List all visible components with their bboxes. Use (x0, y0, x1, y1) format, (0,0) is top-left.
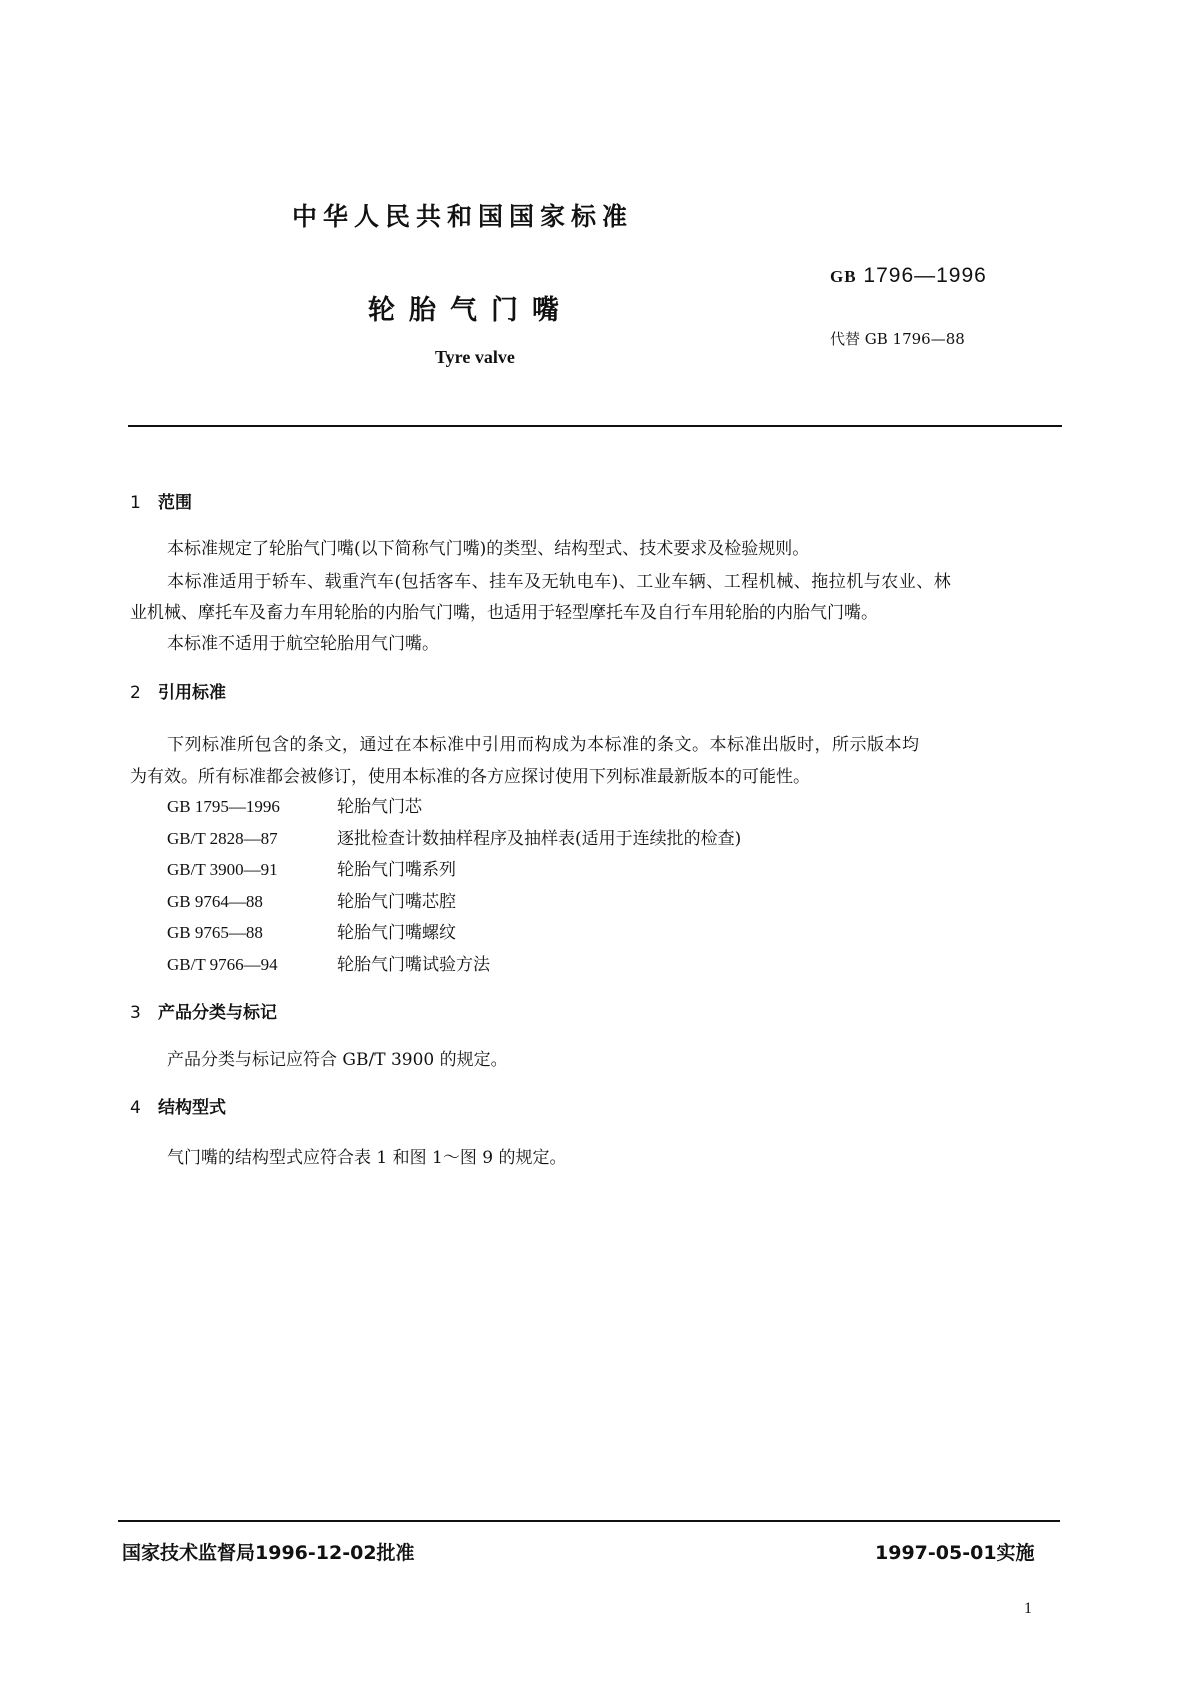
paragraph: 气门嘴的结构型式应符合表 1 和图 1～图 9 的规定。 (167, 1148, 567, 1168)
standard-prefix: GB (830, 267, 857, 286)
reference-item (167, 918, 456, 943)
section-title: 结构型式 (158, 1098, 226, 1118)
reference-code: GB 9764—88 (167, 892, 263, 911)
reference-item (167, 950, 490, 975)
section-3-heading (130, 998, 277, 1023)
reference-code: GB 9765—88 (167, 923, 263, 942)
standard-number (830, 264, 987, 288)
reference-title: 轮胎气门芯 (337, 797, 422, 817)
replaces-standard: 代替 GB 1796—88 (830, 330, 965, 348)
section-title: 引用标准 (158, 683, 226, 703)
reference-code: GB/T 9766—94 (167, 955, 278, 974)
paragraph: 下列标准所包含的条文，通过在本标准中引用而构成为本标准的条文。本标准出版时，所示版本均 (167, 735, 920, 755)
section-number: 4 (130, 1098, 141, 1118)
section-1-heading (130, 488, 192, 513)
reference-item (167, 887, 456, 912)
section-number: 1 (130, 493, 141, 513)
reference-title: 轮胎气门嘴试验方法 (337, 955, 490, 975)
section-title: 产品分类与标记 (158, 1003, 277, 1023)
approval-date: 国家技术监督局1996-12-02批准 (122, 1542, 415, 1564)
document-title-chinese: 轮胎气门嘴 (368, 295, 573, 326)
document-title-english: Tyre valve (435, 347, 515, 367)
standard-code: 1796—1996 (863, 264, 987, 287)
reference-title: 轮胎气门嘴系列 (337, 860, 456, 880)
section-number: 3 (130, 1003, 141, 1023)
section-title: 范围 (158, 493, 192, 513)
footer-divider (118, 1520, 1060, 1522)
reference-code: GB/T 3900—91 (167, 860, 278, 879)
paragraph: 产品分类与标记应符合 GB/T 3900 的规定。 (167, 1050, 508, 1070)
effective-date: 1997-05-01实施 (875, 1542, 1035, 1564)
reference-item (167, 855, 456, 880)
section-number: 2 (130, 683, 141, 703)
paragraph: 本标准适用于轿车、载重汽车(包括客车、挂车及无轨电车)、工业车辆、工程机械、拖拉机与农业、林 (167, 572, 952, 592)
header-divider (128, 425, 1062, 427)
issuing-standard-header: 中华人民共和国国家标准 (292, 202, 634, 231)
reference-code: GB/T 2828—87 (167, 829, 278, 848)
section-4-heading (130, 1093, 226, 1118)
paragraph: 本标准不适用于航空轮胎用气门嘴。 (167, 634, 439, 654)
reference-item (167, 792, 422, 817)
section-2-heading (130, 678, 226, 703)
reference-code: GB 1795—1996 (167, 797, 280, 816)
reference-title: 逐批检查计数抽样程序及抽样表(适用于连续批的检查) (337, 829, 742, 849)
paragraph: 业机械、摩托车及畜力车用轮胎的内胎气门嘴，也适用于轻型摩托车及自行车用轮胎的内胎气门嘴。 (130, 603, 878, 623)
reference-item (167, 824, 741, 849)
reference-title: 轮胎气门嘴螺纹 (337, 923, 456, 943)
page-number: 1 (1024, 1600, 1032, 1617)
paragraph: 为有效。所有标准都会被修订，使用本标准的各方应探讨使用下列标准最新版本的可能性。 (130, 767, 810, 787)
reference-title: 轮胎气门嘴芯腔 (337, 892, 456, 912)
paragraph: 本标准规定了轮胎气门嘴(以下简称气门嘴)的类型、结构型式、技术要求及检验规则。 (167, 539, 810, 559)
